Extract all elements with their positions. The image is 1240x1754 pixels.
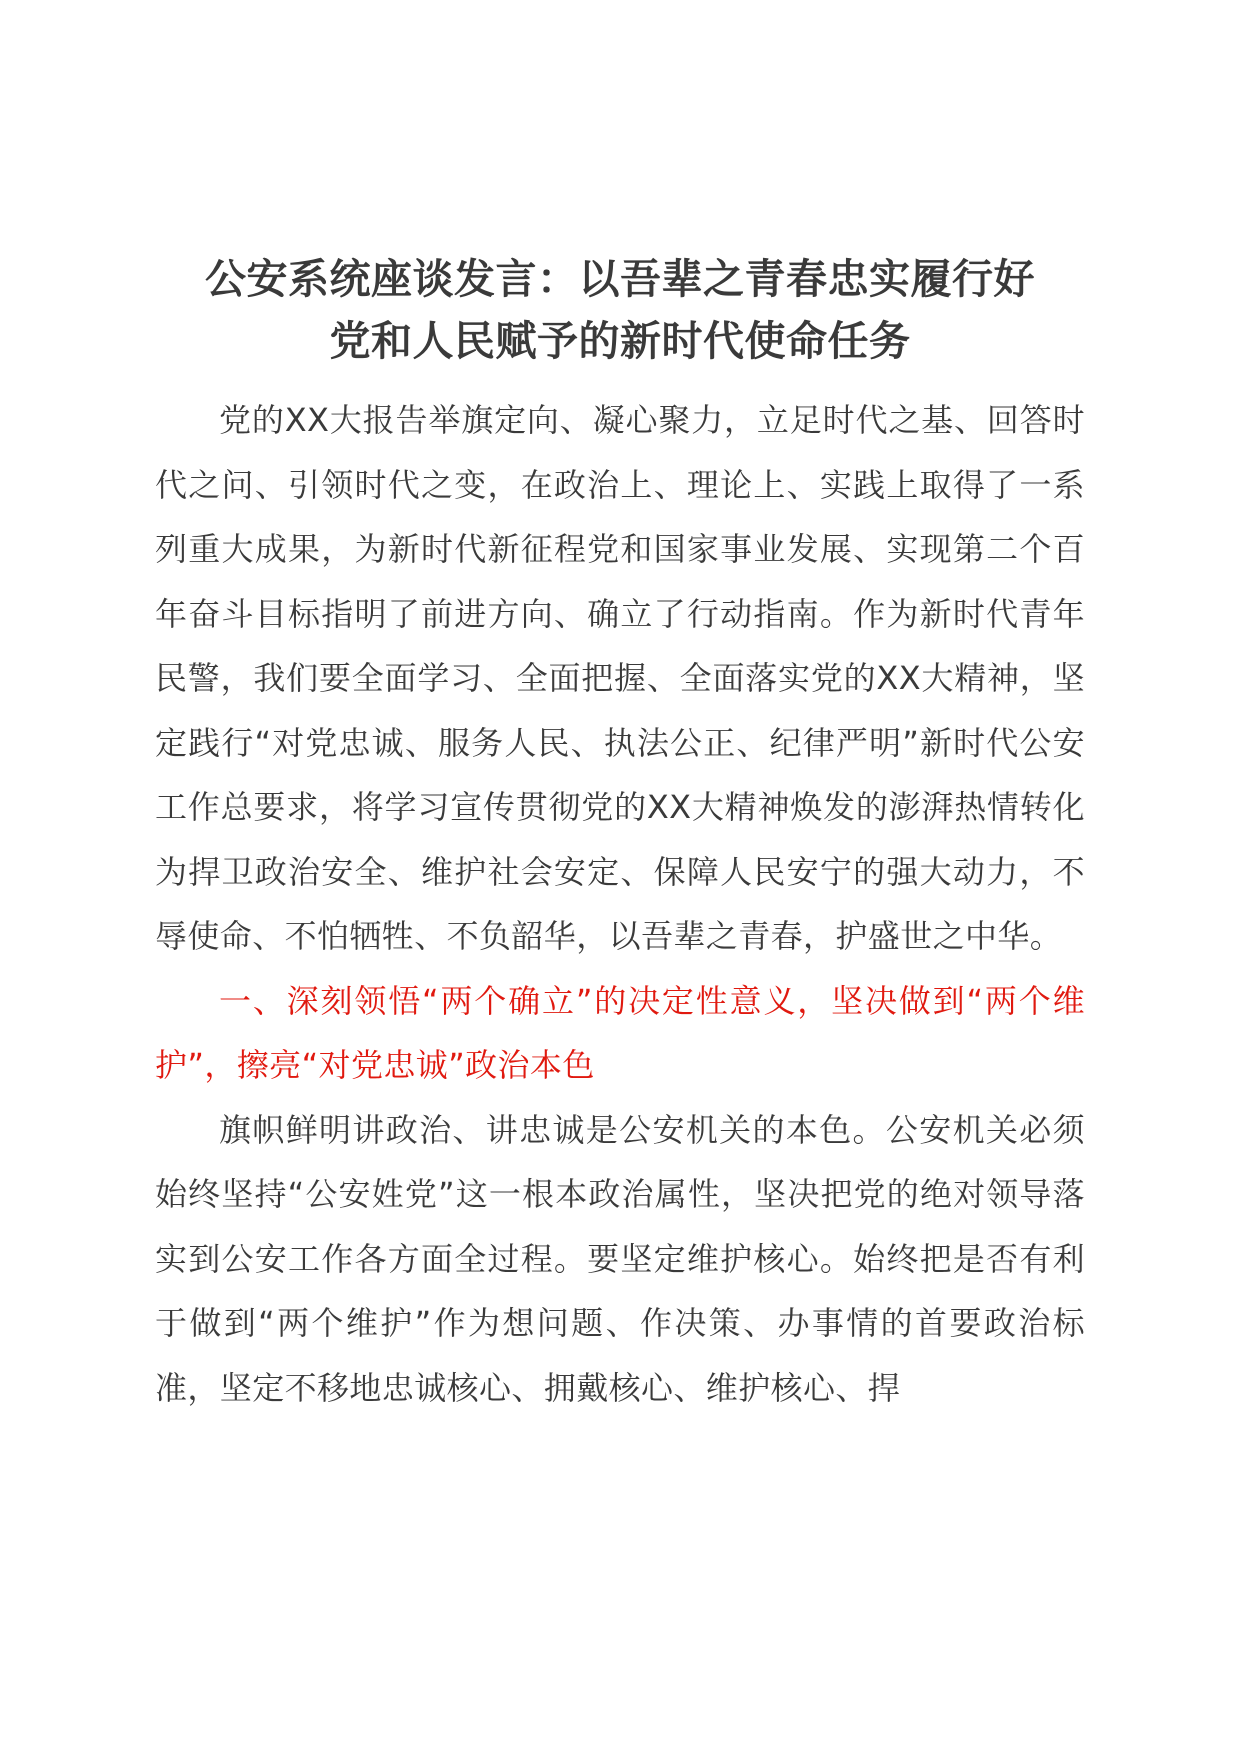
document-title — [149, 248, 1091, 372]
document-body — [155, 248, 1085, 1420]
title-line-1: 公安系统座谈发言：以吾辈之青春忠实履行好 — [205, 255, 1035, 303]
title-line-2: 党和人民赋予的新时代使命任务 — [329, 317, 911, 365]
section-1-paragraph: 旗帜鲜明讲政治、讲忠诚是公安机关的本色。公安机关必须始终坚持“公安姓党”这一根本政治属性，坚决把党的绝对领导落实到公安工作各方面全过程。要坚定维护核心。始终把是否有利于做到“两个维护”作为想问题、作决策、办事情的首要政治标准，坚定不移地忠诚核心、拥戴核心、维护核心、捍 — [155, 1110, 1085, 1407]
section-heading-1: 一、深刻领悟“两个确立”的决定性意义，坚决做到“两个维护”，擦亮“对党忠诚”政治本色 — [155, 981, 1085, 1084]
intro-paragraph: 党的XX大报告举旗定向、凝心聚力，立足时代之基、回答时代之问、引领时代之变，在政治上、理论上、实践上取得了一系列重大成果，为新时代新征程党和国家事业发展、实现第二个百年奋斗目标指明了前进方向、确立了行动指南。作为新时代青年民警，我们要全面学习、全面把握、全面落实党的XX大精神，坚定践行“对党忠诚、服务人民、执法公正、纪律严明”新时代公安工作总要求，将学习宣传贯彻党的XX大精神焕发的澎湃热情转化为捍卫政治安全、维护社会安定、保障人民安宁的强大动力，不辱使命、不怕牺牲、不负韶华，以吾辈之青春，护盛世之中华。 — [155, 401, 1085, 955]
